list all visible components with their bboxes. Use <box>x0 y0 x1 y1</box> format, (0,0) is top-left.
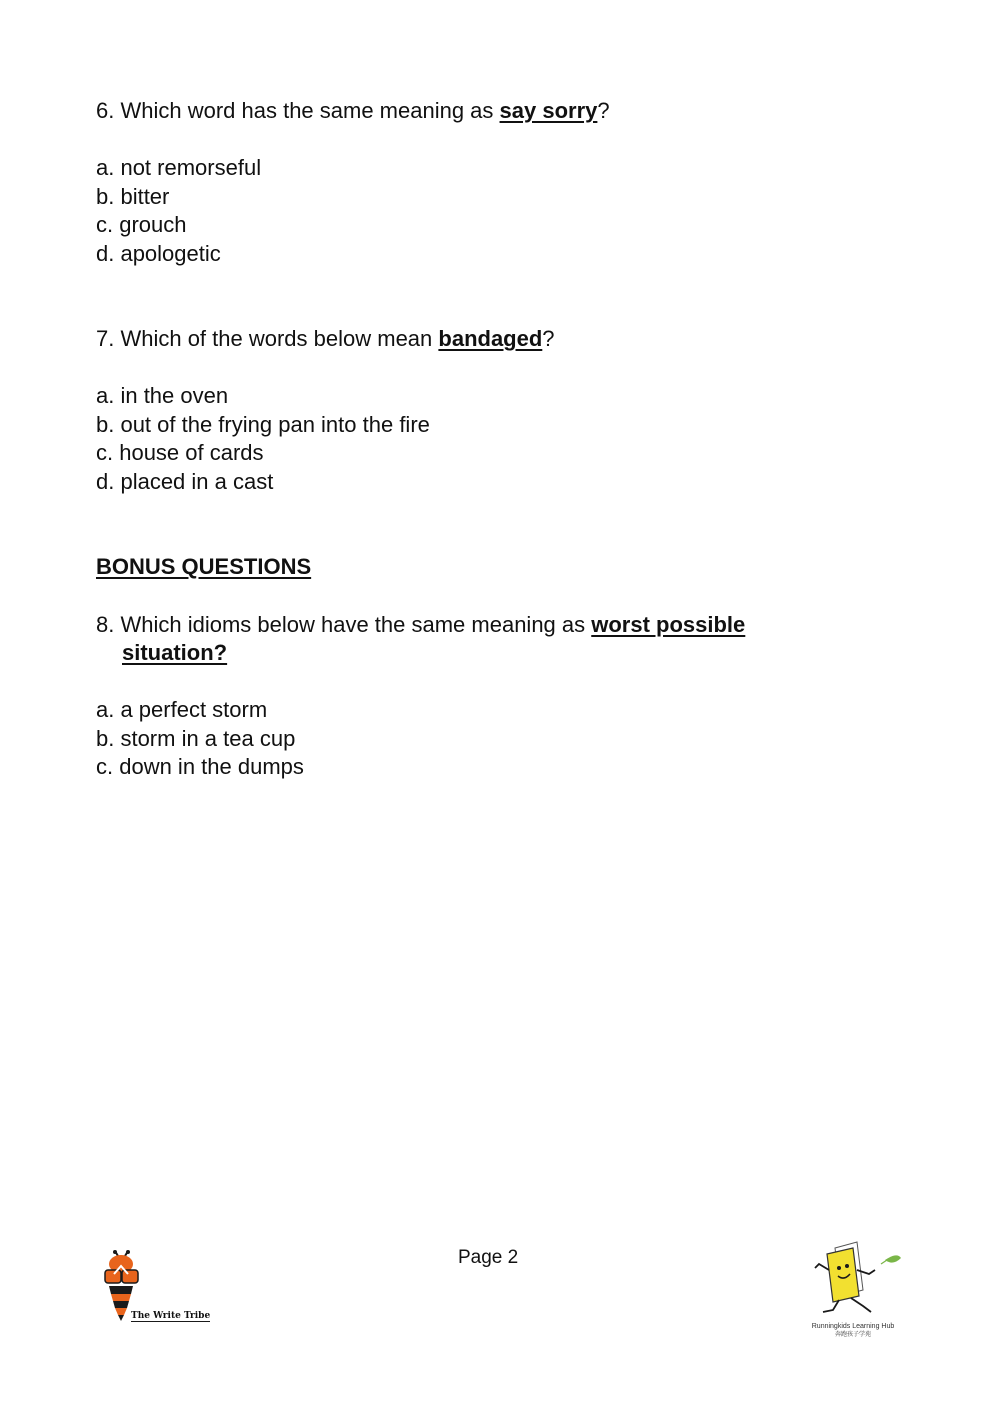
q7-option-b[interactable]: b. out of the frying pan into the fire <box>96 412 430 437</box>
question-6-text: 6. Which word has the same meaning as <box>96 98 500 123</box>
question-7-suffix: ? <box>542 326 555 351</box>
write-tribe-text: The Write Tribe <box>131 1311 211 1321</box>
runningkids-logo <box>805 1240 915 1345</box>
question-8-term-line2: situation? <box>122 640 228 665</box>
q6-option-d[interactable]: d. apologetic <box>96 241 221 266</box>
bonus-heading: BONUS QUESTIONS <box>96 554 312 579</box>
q6-option-b[interactable]: b. bitter <box>96 184 170 209</box>
question-7 <box>96 325 555 353</box>
question-6 <box>96 97 610 125</box>
q8-option-a[interactable]: a. a perfect storm <box>96 697 268 722</box>
q7-option-a[interactable]: a. in the oven <box>96 383 229 408</box>
q8-option-c[interactable]: c. down in the dumps <box>96 754 304 779</box>
question-8-line1 <box>96 611 745 639</box>
write-tribe-logo <box>98 1250 211 1330</box>
question-8-text: 8. Which idioms below have the same meaning as <box>96 612 592 637</box>
q7-option-d[interactable]: d. placed in a cast <box>96 469 274 494</box>
question-7-text: 7. Which of the words below mean <box>96 326 439 351</box>
runningkids-text-line2: 奔跑孩子学苑 <box>834 1332 871 1338</box>
page-number: Page 2 <box>458 1247 519 1268</box>
running-book-icon <box>805 1240 915 1320</box>
q6-option-c[interactable]: c. grouch <box>96 212 187 237</box>
question-7-term: bandaged <box>438 326 543 351</box>
runningkids-text-line1: Runningkids Learning Hub <box>811 1323 895 1330</box>
question-8-term-line1: worst possible <box>591 612 746 637</box>
question-6-term: say sorry <box>499 98 598 123</box>
question-6-suffix: ? <box>597 98 610 123</box>
q6-option-a[interactable]: a. not remorseful <box>96 155 262 180</box>
q7-option-c[interactable]: c. house of cards <box>96 440 264 465</box>
q8-option-b[interactable]: b. storm in a tea cup <box>96 726 296 751</box>
